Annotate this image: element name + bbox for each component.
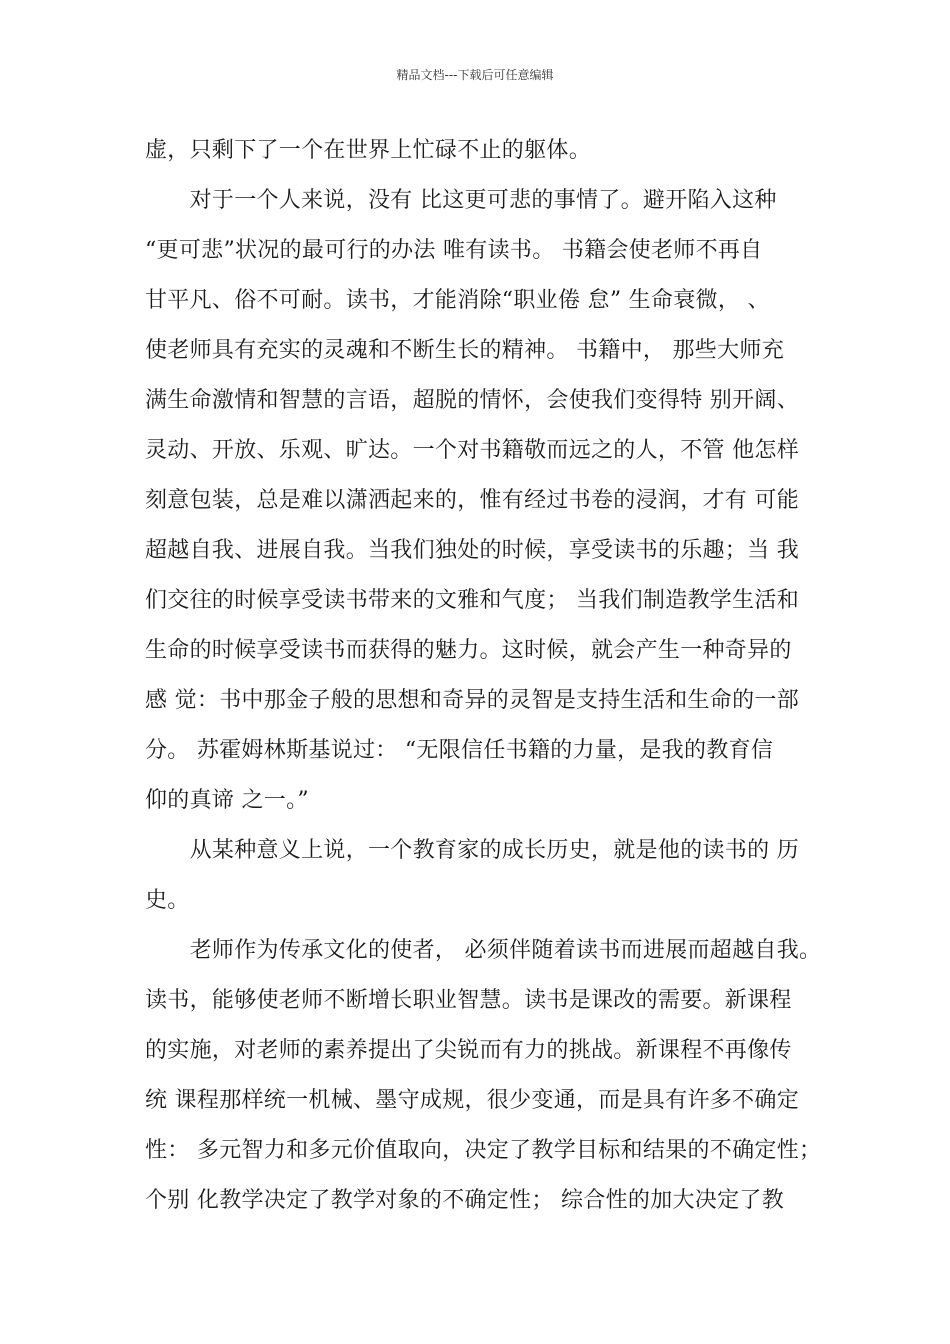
- text-line: 史。: [145, 888, 190, 913]
- text-line: 刻意包装，总是难以潇洒起来的，惟有经过书卷的浸润，才有 可能: [145, 488, 799, 513]
- text-line: 使老师具有充实的灵魂和不断生长的精神。 书籍中， 那些大师充: [145, 338, 784, 363]
- text-line: 生命的时候享受读书而获得的魅力。这时候，就会产生一种奇异的: [145, 638, 792, 663]
- text-line: 甘平凡、俗不可耐。读书，才能消除“职业倦 怠” 生命衰微， 、: [145, 288, 770, 313]
- text-line: 仰的真谛 之一。”: [145, 788, 309, 813]
- text-line: 性： 多元智力和多元价值取向，决定了教学目标和结果的不确定性；: [145, 1138, 822, 1163]
- text-line: 灵动、开放、乐观、旷达。一个对书籍敬而远之的人，不管 他怎样: [145, 438, 799, 463]
- text-line: “更可悲”状况的最可行的办法 唯有读书。 书籍会使老师不再自: [145, 238, 763, 263]
- text-line: 老师作为传承文化的使者， 必须伴随着读书而进展而超越自我。: [145, 938, 822, 963]
- text-line: 个别 化教学决定了教学对象的不确定性； 综合性的加大决定了教: [145, 1188, 784, 1213]
- page-header: 精品文档---下载后可任意编辑: [396, 68, 554, 82]
- text-line: 对于一个人来说，没有 比这更可悲的事情了。避开陷入这种: [145, 188, 777, 213]
- text-line: 超越自我、进展自我。当我们独处的时候，享受读书的乐趣；当 我: [145, 538, 799, 563]
- text-line: 的实施，对老师的素养提出了尖锐而有力的挑战。新课程不再像传: [145, 1038, 792, 1063]
- text-line: 感 觉：书中那金子般的思想和奇异的灵智是支持生活和生命的一部: [145, 688, 799, 713]
- text-line: 统 课程那样统一机械、墨守成规，很少变通，而是具有许多不确定: [145, 1088, 799, 1113]
- text-line: 从某种意义上说，一个教育家的成长历史，就是他的读书的 历: [145, 838, 799, 863]
- text-line: 分。 苏霍姆林斯基说过： “无限信任书籍的力量，是我的教育信: [145, 738, 774, 763]
- text-line: 虚，只剩下了一个在世界上忙碌不止的躯体。: [145, 138, 592, 163]
- text-line: 们交往的时候享受读书带来的文雅和气度； 当我们制造教学生活和: [145, 588, 799, 613]
- text-line: 满生命激情和智慧的言语，超脱的情怀，会使我们变得特 别开阔、: [145, 388, 799, 413]
- text-line: 读书，能够使老师不断增长职业智慧。读书是课改的需要。新课程: [145, 988, 792, 1013]
